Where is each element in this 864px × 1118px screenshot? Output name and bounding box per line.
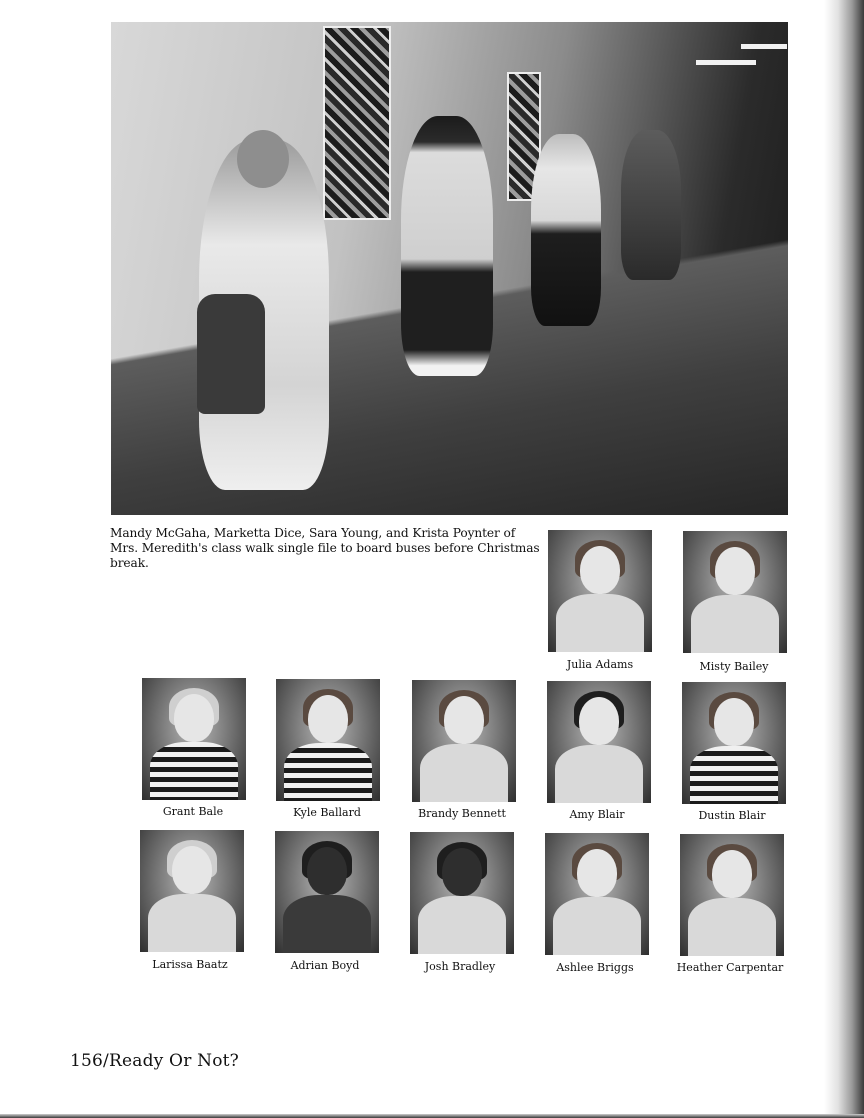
portrait-face xyxy=(712,850,752,898)
portrait-face xyxy=(580,546,620,594)
portrait-body xyxy=(283,895,371,953)
portrait-face xyxy=(174,694,214,742)
page-bottom-edge xyxy=(0,1114,864,1118)
student-name: Adrian Boyd xyxy=(290,959,360,972)
portrait-body xyxy=(148,894,236,952)
student-name: Kyle Ballard xyxy=(293,806,361,819)
wall-artwork xyxy=(323,26,391,220)
student-name: Heather Carpentar xyxy=(676,961,784,974)
student-portrait xyxy=(140,830,244,952)
portrait-face xyxy=(714,698,754,746)
student-name: Grant Bale xyxy=(162,805,224,818)
student-name: Larissa Baatz xyxy=(152,958,228,971)
portrait-face xyxy=(715,547,755,595)
student-name: Brandy Bennett xyxy=(418,807,506,820)
student-portrait xyxy=(410,832,514,954)
student-portrait xyxy=(275,831,379,953)
portrait-face xyxy=(172,846,212,894)
student-name: Josh Bradley xyxy=(424,960,496,973)
student-portrait xyxy=(682,682,786,804)
portrait-body xyxy=(284,743,372,801)
student-portrait xyxy=(545,833,649,955)
student-portrait xyxy=(680,834,784,956)
portrait-body xyxy=(555,745,643,803)
child-figure xyxy=(621,130,681,280)
portrait-face xyxy=(307,847,347,895)
backpack xyxy=(197,294,265,414)
hallway-photo xyxy=(111,22,788,515)
student-portrait xyxy=(547,681,651,803)
portrait-body xyxy=(688,898,776,956)
student-portrait xyxy=(276,679,380,801)
student-name: Julia Adams xyxy=(566,658,634,671)
portrait-face xyxy=(579,697,619,745)
portrait-face xyxy=(308,695,348,743)
child-figure xyxy=(531,134,601,326)
portrait-body xyxy=(420,744,508,802)
student-name: Misty Bailey xyxy=(699,660,769,673)
student-portrait xyxy=(142,678,246,800)
portrait-body xyxy=(418,896,506,954)
portrait-face xyxy=(577,849,617,897)
portrait-face xyxy=(444,696,484,744)
photo-caption: Mandy McGaha, Marketta Dice, Sara Young, and Krista Poynter of Mrs. Meredith's class walk single file to board buses before Christmas break. xyxy=(110,526,540,570)
portrait-face xyxy=(442,848,482,896)
student-portrait xyxy=(683,531,787,653)
student-name: Ashlee Briggs xyxy=(556,961,634,974)
child-figure xyxy=(401,116,493,376)
student-portrait xyxy=(548,530,652,652)
student-portrait xyxy=(412,680,516,802)
page-folio: 156/Ready Or Not? xyxy=(70,1051,239,1071)
portrait-body xyxy=(691,595,779,653)
portrait-body xyxy=(553,897,641,955)
book-spine-shadow xyxy=(824,0,864,1118)
ceiling-light xyxy=(741,44,787,49)
student-name: Dustin Blair xyxy=(698,809,766,822)
portrait-body xyxy=(690,746,778,804)
portrait-body xyxy=(556,594,644,652)
portrait-body xyxy=(150,742,238,800)
ceiling-light xyxy=(696,60,756,65)
student-name: Amy Blair xyxy=(569,808,625,821)
